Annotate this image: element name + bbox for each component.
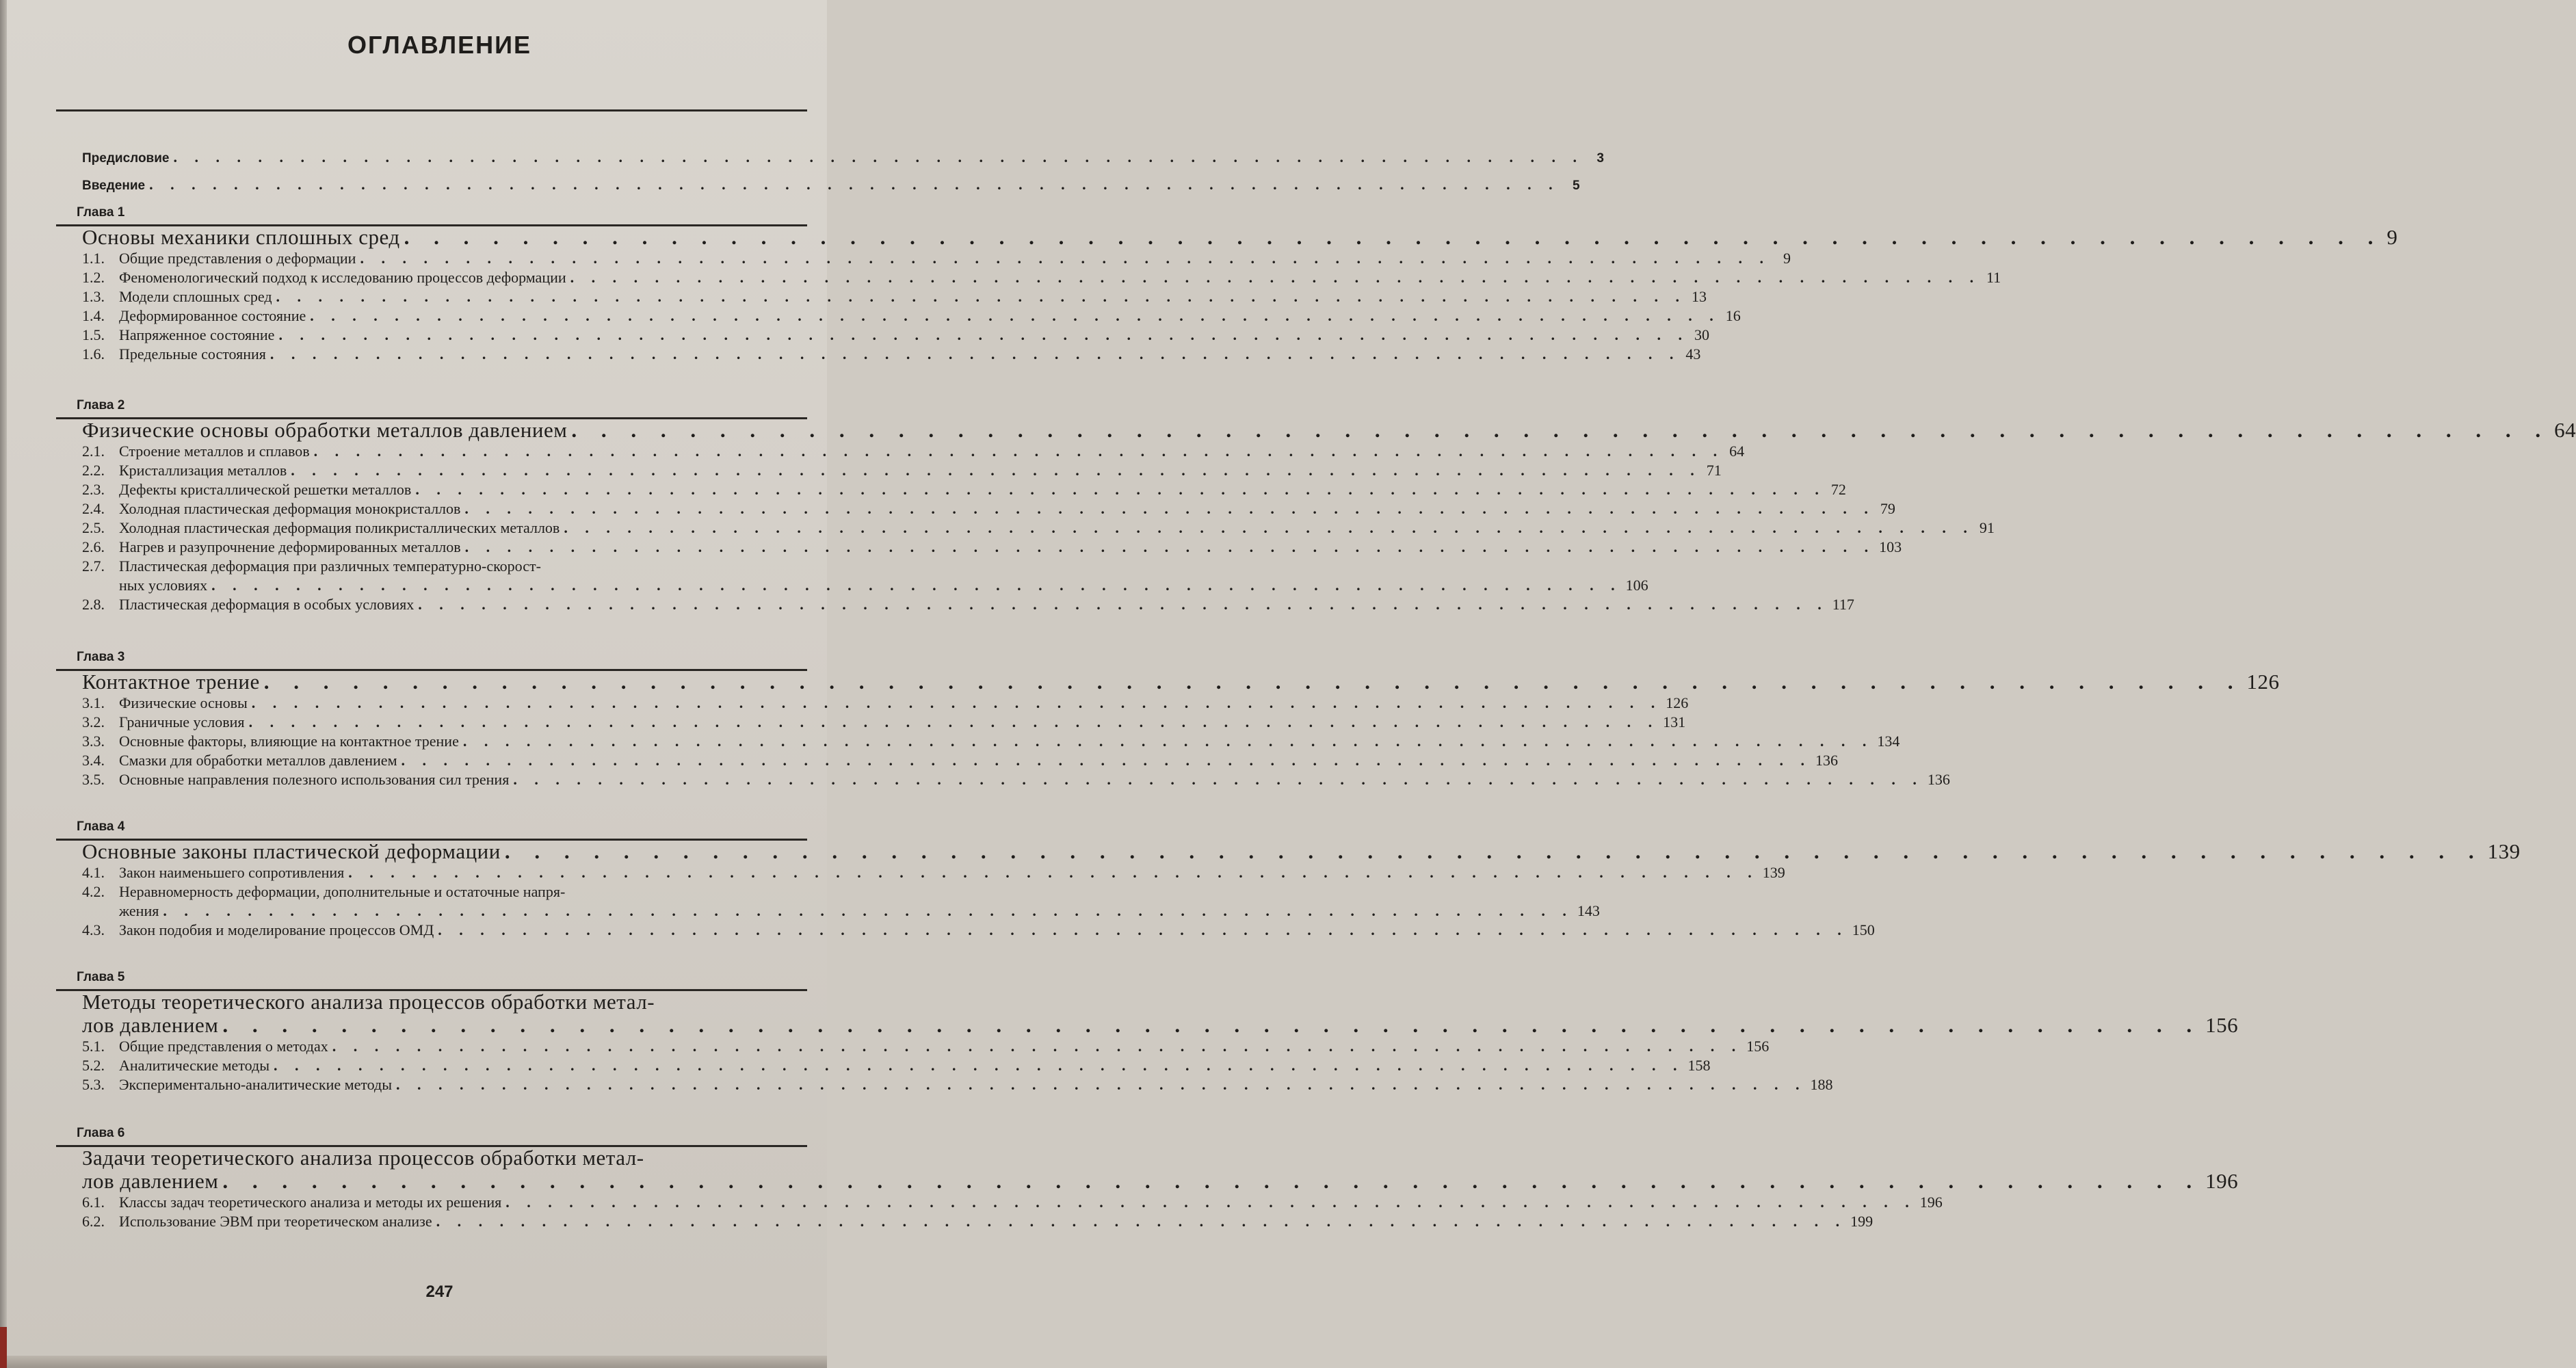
- section-title: Классы задач теоретического анализа и методы их решения: [119, 1194, 502, 1211]
- section-number: 3.5.: [82, 771, 105, 788]
- toc-entry: [82, 694, 1689, 713]
- section-page: 136: [1815, 752, 1838, 769]
- chapter-title: [82, 225, 2398, 249]
- leader-dots: . . . . . . . . . . . . . . . . . . . . . . . . . . . . . . . . . . . . . . . . . . . . . . . . . . . . . . . . . . . . . . . . . . .: [310, 307, 1720, 324]
- section-page: 103: [1879, 538, 1902, 555]
- section-page: 131: [1663, 713, 1686, 731]
- section-title: Основные факторы, влияющие на контактное трение: [119, 733, 459, 750]
- section-title-continued: жения: [119, 902, 159, 919]
- section-title: Строение металлов и сплавов: [119, 443, 310, 460]
- chapter-title-text: Задачи теоретического анализа процессов обработки метал-: [82, 1146, 644, 1170]
- leader-dots: . . . . . . . . . . . . . . . . . . . . . . . . . . . . . . . . . . . . . . . . . . . . . . . . . . . . . . . . . . . . . . . . . . .: [291, 462, 1701, 479]
- leader-dots: . . . . . . . . . . . . . . . . . . . . . . . . . . . . . . . . . . . . . . . . . . . . . . . . . . . . . . . . . . . . . . . . . . .: [401, 752, 1811, 769]
- section-page: 196: [1919, 1194, 1943, 1211]
- section-title: Холодная пластическая деформация монокристаллов: [119, 500, 461, 517]
- section-page: 13: [1692, 288, 1707, 305]
- leader-dots: . . . . . . . . . . . . . . . . . . . . . . . . . . . . . . . . . . . . . . . . . . . . . . . . . . . . . . . . . . . . . . . . . . .: [222, 1013, 2202, 1037]
- leader-dots: . . . . . . . . . . . . . . . . . . . . . . . . . . . . . . . . . . . . . . . . . . . . . . . . . . . . . . . . . . . . . . . . . . .: [570, 269, 1981, 286]
- chapter-label: Глава 6: [77, 1126, 125, 1140]
- section-number: 3.3.: [82, 733, 105, 750]
- section-title: Общие представления о деформации: [119, 250, 356, 267]
- section-page: 158: [1687, 1057, 1711, 1074]
- section-page: 106: [1625, 577, 1648, 594]
- toc-entry: [82, 1056, 1711, 1075]
- leader-dots: . . . . . . . . . . . . . . . . . . . . . . . . . . . . . . . . . . . . . . . . . . . . . . . . . . . . . . . . . . . . . . . . . . .: [276, 288, 1687, 305]
- section-title: Экспериментально-аналитические методы: [119, 1076, 393, 1093]
- chapter-title: [82, 418, 2576, 442]
- chapter-label: Глава 5: [77, 970, 125, 984]
- leader-dots: . . . . . . . . . . . . . . . . . . . . . . . . . . . . . . . . . . . . . . . . . . . . . . . . . . . . . . . . . . . . . . . . . . .: [418, 596, 1828, 613]
- section-page: 30: [1694, 326, 1709, 343]
- section-title: Использование ЭВМ при теоретическом анализе: [119, 1213, 432, 1230]
- chapter-label: Глава 3: [77, 650, 125, 664]
- chapter-page: 64: [2554, 418, 2576, 442]
- section-number: 2.8.: [82, 596, 105, 613]
- chapter-page: 9: [2387, 225, 2398, 249]
- toc-entry-introduction: [82, 175, 1580, 196]
- leader-dots: . . . . . . . . . . . . . . . . . . . . . . . . . . . . . . . . . . . . . . . . . . . . . . . . . . . . . . . . . . . . . . . . . . .: [505, 1194, 1916, 1211]
- section-title: Граничные условия: [119, 713, 245, 731]
- section-number: 2.3.: [82, 481, 105, 498]
- section-number: 1.5.: [82, 326, 105, 343]
- section-page: 71: [1706, 462, 1722, 479]
- toc-entry: [82, 882, 793, 902]
- section-title: Общие представления о методах: [119, 1038, 328, 1055]
- toc-entry: [82, 557, 793, 576]
- leader-dots: . . . . . . . . . . . . . . . . . . . . . . . . . . . . . . . . . . . . . . . . . . . . . . . . . . . . . . . . . . . . . . . . . . .: [248, 713, 1659, 731]
- section-page: 199: [1850, 1213, 1874, 1230]
- toc-entry: [82, 1212, 1874, 1231]
- chapter-page: 156: [2205, 1013, 2239, 1037]
- chapter-title: [82, 990, 2239, 1037]
- leader-dots: . . . . . . . . . . . . . . . . . . . . . . . . . . . . . . . . . . . . . . . . . . . . . . . . . . . . . . . . . . . . . . . . . . .: [211, 577, 1622, 594]
- title-rule: [56, 109, 807, 111]
- cover-corner: [0, 1327, 7, 1368]
- entry-title: Введение: [82, 179, 146, 193]
- section-number: 1.1.: [82, 250, 105, 267]
- section-page: 91: [1979, 519, 1995, 536]
- leader-dots: . . . . . . . . . . . . . . . . . . . . . . . . . . . . . . . . . . . . . . . . . . . . . . . . . . . . . . . . . . . . . . . . . . .: [564, 519, 1974, 536]
- toc-entry: [82, 863, 1785, 882]
- section-number: 3.2.: [82, 713, 105, 731]
- leader-dots: . . . . . . . . . . . . . . . . . . . . . . . . . . . . . . . . . . . . . . . . . . . . . . . . . . . . . . . . . . . . . . . . . . .: [222, 1169, 2202, 1193]
- section-title: Кристаллизация металлов: [119, 462, 287, 479]
- section-number: 5.2.: [82, 1057, 105, 1074]
- section-page: 64: [1729, 443, 1745, 460]
- chapter-page: 139: [2487, 839, 2521, 863]
- page-title: ОГЛАВЛЕНИЕ: [347, 31, 532, 59]
- entry-page: 3: [1596, 151, 1604, 166]
- leader-dots: . . . . . . . . . . . . . . . . . . . . . . . . . . . . . . . . . . . . . . . . . . . . . . . . . . . . . . . . . . . . . . . . . . .: [163, 902, 1573, 919]
- section-title: Физические основы: [119, 694, 248, 711]
- toc-entry: [82, 921, 1875, 940]
- toc-entry: [82, 480, 1846, 499]
- section-number: 5.1.: [82, 1038, 105, 1055]
- leader-dots: . . . . . . . . . . . . . . . . . . . . . . . . . . . . . . . . . . . . . . . . . . . . . . . . . . . . . . . . . . . . . . . . . . .: [360, 250, 1770, 267]
- section-number: 2.6.: [82, 538, 105, 555]
- section-number: 6.2.: [82, 1213, 105, 1230]
- section-number: 3.1.: [82, 694, 105, 711]
- leader-dots: . . . . . . . . . . . . . . . . . . . . . . . . . . . . . . . . . . . . . . . . . . . . . . . . . . . . . . . . . . . . . . . . . . .: [173, 148, 1583, 166]
- section-page: 156: [1746, 1038, 1770, 1055]
- toc-entry: [82, 461, 1722, 480]
- section-number: 2.7.: [82, 557, 105, 575]
- leader-dots: . . . . . . . . . . . . . . . . . . . . . . . . . . . . . . . . . . . . . . . . . . . . . . . . . . . . . . . . . . . . . . . . . . .: [332, 1038, 1743, 1055]
- toc-entry-preface: [82, 148, 1604, 168]
- section-number: 2.2.: [82, 462, 105, 479]
- leader-dots: . . . . . . . . . . . . . . . . . . . . . . . . . . . . . . . . . . . . . . . . . . . . . . . . . . . . . . . . . . . . . . . . . . .: [464, 500, 1875, 517]
- section-title: Предельные состояния: [119, 345, 266, 363]
- section-title: Смазки для обработки металлов давлением: [119, 752, 397, 769]
- toc-entry: [82, 345, 1701, 364]
- leader-dots: . . . . . . . . . . . . . . . . . . . . . . . . . . . . . . . . . . . . . . . . . . . . . . . . . . . . . . . . . . . . . . . . . . .: [313, 443, 1724, 460]
- section-number: 6.1.: [82, 1194, 105, 1211]
- leader-dots: . . . . . . . . . . . . . . . . . . . . . . . . . . . . . . . . . . . . . . . . . . . . . . . . . . . . . . . . . . . . . . . . . . .: [348, 864, 1759, 881]
- chapter-title-text: Методы теоретического анализа процессов обработки метал-: [82, 990, 655, 1014]
- section-page: 136: [1927, 771, 1950, 788]
- section-page: 9: [1783, 250, 1791, 267]
- toc-entry-continuation: [82, 902, 1600, 921]
- toc-entry: [82, 499, 1895, 518]
- section-title: Пластическая деформация при различных температурно-скорост-: [119, 557, 541, 575]
- section-title: Аналитические методы: [119, 1057, 270, 1074]
- leader-dots: . . . . . . . . . . . . . . . . . . . . . . . . . . . . . . . . . . . . . . . . . . . . . . . . . . . . . . . . . . . . . . . . . . .: [571, 418, 2551, 442]
- section-number: 4.2.: [82, 883, 105, 900]
- section-page: 139: [1762, 864, 1785, 881]
- chapter-title-continued: лов давлением: [82, 1169, 219, 1193]
- section-number: 4.1.: [82, 864, 105, 881]
- toc-entry: [82, 751, 1838, 770]
- section-number: 1.6.: [82, 345, 105, 363]
- entry-title: Предисловие: [82, 151, 170, 166]
- toc-entry: [82, 1193, 1943, 1212]
- section-page: 134: [1877, 733, 1900, 750]
- section-title: Деформированное состояние: [119, 307, 306, 324]
- leader-dots: . . . . . . . . . . . . . . . . . . . . . . . . . . . . . . . . . . . . . . . . . . . . . . . . . . . . . . . . . . . . . . . . . . .: [513, 771, 1923, 788]
- leader-dots: . . . . . . . . . . . . . . . . . . . . . . . . . . . . . . . . . . . . . . . . . . . . . . . . . . . . . . . . . . . . . . . . . . .: [149, 176, 1560, 193]
- toc-entry-continuation: [82, 576, 1648, 595]
- leader-dots: . . . . . . . . . . . . . . . . . . . . . . . . . . . . . . . . . . . . . . . . . . . . . . . . . . . . . . . . . . . . . . . . . . .: [436, 1213, 1847, 1230]
- leader-dots: . . . . . . . . . . . . . . . . . . . . . . . . . . . . . . . . . . . . . . . . . . . . . . . . . . . . . . . . . . . . . . . . . . .: [504, 839, 2484, 863]
- section-title: Нагрев и разупрочнение деформированных металлов: [119, 538, 461, 555]
- section-number: 4.3.: [82, 921, 105, 938]
- leader-dots: . . . . . . . . . . . . . . . . . . . . . . . . . . . . . . . . . . . . . . . . . . . . . . . . . . . . . . . . . . . . . . . . . . .: [278, 326, 1689, 343]
- toc-entry: [82, 595, 1854, 614]
- chapter-title-line2: [82, 1169, 2239, 1193]
- front-matter: [82, 148, 1604, 196]
- section-title: Модели сплошных сред: [119, 288, 272, 305]
- chapter-title: [82, 1146, 2239, 1193]
- chapter-label: Глава 4: [77, 819, 125, 834]
- chapter-title: [82, 670, 2280, 694]
- section-title: Напряженное состояние: [119, 326, 275, 343]
- section-title: Феноменологический подход к исследованию процессов деформации: [119, 269, 566, 286]
- section-title: Холодная пластическая деформация поликристаллических металлов: [119, 519, 560, 536]
- toc-entry: [82, 306, 1741, 326]
- toc-entry: [82, 268, 2001, 287]
- section-page: 11: [1986, 269, 2001, 286]
- page-left-edge: [0, 0, 7, 1368]
- section-page: 126: [1666, 694, 1689, 711]
- chapter-title-line2: [82, 1013, 2239, 1037]
- leader-dots: . . . . . . . . . . . . . . . . . . . . . . . . . . . . . . . . . . . . . . . . . . . . . . . . . . . . . . . . . . . . . . . . . . .: [438, 921, 1848, 938]
- leader-dots: . . . . . . . . . . . . . . . . . . . . . . . . . . . . . . . . . . . . . . . . . . . . . . . . . . . . . . . . . . . . . . . . . . .: [251, 694, 1662, 711]
- section-title: Закон подобия и моделирование процессов ОМД: [119, 921, 434, 938]
- page-bottom-edge: [0, 1356, 827, 1368]
- section-page: 79: [1880, 500, 1895, 517]
- leader-dots: . . . . . . . . . . . . . . . . . . . . . . . . . . . . . . . . . . . . . . . . . . . . . . . . . . . . . . . . . . . . . . . . . . .: [464, 538, 1876, 555]
- chapter-label: Глава 2: [77, 398, 125, 412]
- section-page: 143: [1577, 902, 1600, 919]
- chapter-title-text: Физические основы обработки металлов давлением: [82, 418, 568, 442]
- toc-entry: [82, 713, 1686, 732]
- leader-dots: . . . . . . . . . . . . . . . . . . . . . . . . . . . . . . . . . . . . . . . . . . . . . . . . . . . . . . . . . . . . . . . . . . .: [270, 345, 1681, 363]
- section-title: Неравномерность деформации, дополнительные и остаточные напря-: [119, 883, 566, 900]
- section-page: 188: [1810, 1076, 1833, 1093]
- section-page: 150: [1852, 921, 1875, 938]
- chapter-title-continued: лов давлением: [82, 1013, 219, 1037]
- toc-entry: [82, 538, 1902, 557]
- chapter-title-text: Контактное трение: [82, 670, 260, 694]
- chapter-title-text: Основные законы пластической деформации: [82, 839, 501, 863]
- leader-dots: . . . . . . . . . . . . . . . . . . . . . . . . . . . . . . . . . . . . . . . . . . . . . . . . . . . . . . . . . . . . . . . . . . .: [404, 225, 2383, 249]
- section-number: 2.1.: [82, 443, 105, 460]
- section-page: 43: [1685, 345, 1701, 363]
- entry-page: 5: [1573, 179, 1580, 193]
- section-page: 117: [1832, 596, 1854, 613]
- section-number: 1.4.: [82, 307, 105, 324]
- toc-entry: [82, 1075, 1833, 1094]
- toc-entry: [82, 442, 1745, 461]
- leader-dots: . . . . . . . . . . . . . . . . . . . . . . . . . . . . . . . . . . . . . . . . . . . . . . . . . . . . . . . . . . . . . . . . . . .: [415, 481, 1826, 498]
- chapter-page: 126: [2246, 670, 2280, 694]
- section-title: Пластическая деформация в особых условиях: [119, 596, 415, 613]
- section-number: 3.4.: [82, 752, 105, 769]
- leader-dots: . . . . . . . . . . . . . . . . . . . . . . . . . . . . . . . . . . . . . . . . . . . . . . . . . . . . . . . . . . . . . . . . . . .: [396, 1076, 1806, 1093]
- chapter-page: 196: [2205, 1169, 2239, 1193]
- toc-entry: [82, 249, 1791, 268]
- section-number: 1.3.: [82, 288, 105, 305]
- toc-entry: [82, 287, 1707, 306]
- chapter-title: [82, 839, 2521, 863]
- toc-entry: [82, 770, 1950, 789]
- section-number: 1.2.: [82, 269, 105, 286]
- section-title: Дефекты кристаллической решетки металлов: [119, 481, 412, 498]
- section-number: 2.4.: [82, 500, 105, 517]
- leader-dots: . . . . . . . . . . . . . . . . . . . . . . . . . . . . . . . . . . . . . . . . . . . . . . . . . . . . . . . . . . . . . . . . . . .: [263, 670, 2243, 694]
- section-title: Закон наименьшего сопротивления: [119, 864, 345, 881]
- toc-entry: [82, 326, 1709, 345]
- section-page: 72: [1830, 481, 1846, 498]
- toc-entry: [82, 518, 1995, 538]
- section-title: Основные направления полезного использования сил трения: [119, 771, 510, 788]
- chapter-title-text: Основы механики сплошных сред: [82, 225, 400, 249]
- section-page: 16: [1725, 307, 1741, 324]
- page-number: 247: [425, 1282, 454, 1301]
- section-number: 5.3.: [82, 1076, 105, 1093]
- toc-entry: [82, 1037, 1770, 1056]
- toc-entry: [82, 732, 1900, 751]
- section-title-continued: ных условиях: [119, 577, 208, 594]
- leader-dots: . . . . . . . . . . . . . . . . . . . . . . . . . . . . . . . . . . . . . . . . . . . . . . . . . . . . . . . . . . . . . . . . . . .: [273, 1057, 1684, 1074]
- chapter-label: Глава 1: [77, 205, 125, 220]
- section-number: 2.5.: [82, 519, 105, 536]
- leader-dots: . . . . . . . . . . . . . . . . . . . . . . . . . . . . . . . . . . . . . . . . . . . . . . . . . . . . . . . . . . . . . . . . . . .: [462, 733, 1874, 750]
